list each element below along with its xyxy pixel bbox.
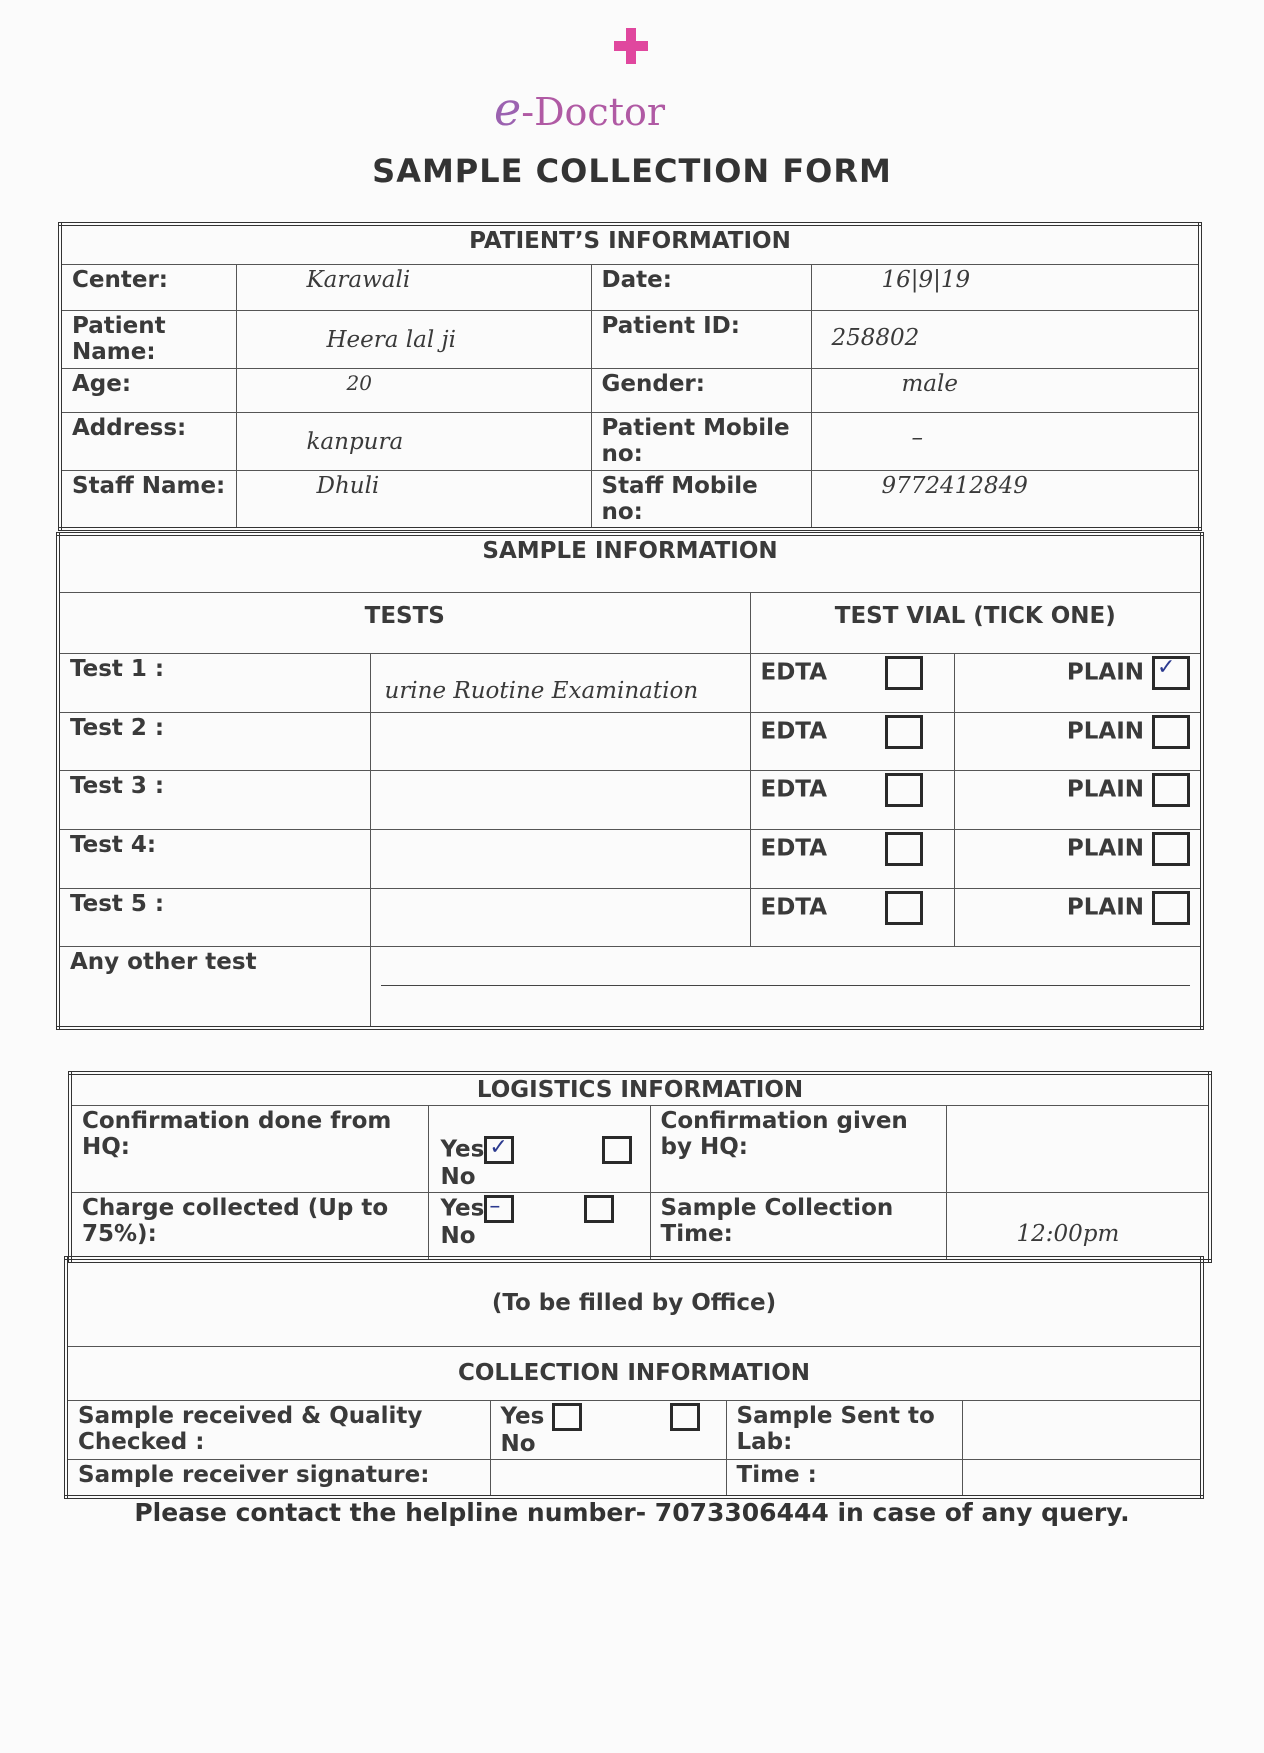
edta-label: EDTA [760,894,828,921]
test-2-edta-checkbox[interactable] [885,715,923,749]
charge-options [428,1193,650,1261]
confirm-no-checkbox[interactable] [602,1136,632,1164]
test-2-edta [750,712,954,771]
confirm-given-label: Confirmation given by HQ: [650,1106,946,1193]
patient-id-label: Patient ID: [591,310,811,368]
test-3-plain [954,771,1202,830]
patient-info-table [58,222,1202,531]
received-options [490,1400,726,1459]
signature-field[interactable] [490,1459,726,1497]
plain-label: PLAIN [1066,776,1145,803]
plain-label: PLAIN [1066,835,1145,862]
sample-info-header: SAMPLE INFORMATION [58,534,1202,593]
test-2-plain-checkbox[interactable] [1152,715,1190,749]
sent-to-lab-field[interactable] [962,1400,1202,1459]
vial-header: TEST VIAL (TICK ONE) [750,593,1202,654]
plain-label: PLAIN [1066,894,1145,921]
tick-mark-icon: ✓ [489,1135,508,1160]
test-5-plain-checkbox[interactable] [1152,891,1190,925]
collection-time-field[interactable]: 12:00pm [946,1193,1210,1261]
charge-yes-checkbox[interactable] [484,1195,514,1223]
test-3-label: Test 3 : [58,771,370,830]
test-3-plain-checkbox[interactable] [1152,773,1190,807]
test-3-edta [750,771,954,830]
test-3-field[interactable] [370,771,750,830]
confirm-hq-label: Confirmation done from HQ: [70,1106,428,1193]
edta-label: EDTA [760,835,828,862]
tick-mark-icon: ✓ [1157,654,1176,680]
test-5-plain [954,888,1202,947]
logistics-info-table [68,1071,1212,1263]
patient-id-field[interactable]: 258802 [811,310,1200,368]
test-5-edta [750,888,954,947]
received-label: Sample received & Quality Checked : [66,1400,490,1459]
other-test-line [381,985,1191,986]
test-5-field[interactable] [370,888,750,947]
test-1-plain-checkbox[interactable] [1152,656,1190,690]
office-time-label: Time : [726,1459,962,1497]
helpline-footer: Please contact the helpline number- 7073306444 in case of any query. [134,1498,1130,1527]
other-test-label: Any other test [58,947,370,1028]
charge-no-checkbox[interactable] [584,1195,614,1223]
staff-mobile-field[interactable]: 9772412849 [811,470,1200,529]
charge-label: Charge collected (Up to 75%): [70,1193,428,1261]
received-no-label: No [500,1430,536,1457]
test-4-plain-checkbox[interactable] [1152,832,1190,866]
test-1-plain [954,653,1202,712]
confirm-yes-checkbox[interactable] [484,1136,514,1164]
address-label: Address: [60,412,236,470]
collection-info-header: COLLECTION INFORMATION [66,1346,1202,1400]
patient-name-field[interactable]: Heera lal ji [236,310,591,368]
test-4-edta-checkbox[interactable] [885,832,923,866]
received-yes-checkbox[interactable] [552,1403,582,1431]
test-1-edta [750,653,954,712]
staff-name-field[interactable]: Dhuli [236,470,591,529]
confirm-no-label: No [440,1164,476,1190]
tick-mark-icon: – [489,1194,501,1219]
confirm-hq-options [428,1106,650,1193]
office-note: (To be filled by Office) [66,1258,1202,1346]
address-field[interactable]: kanpura [236,412,591,470]
date-label: Date: [591,264,811,310]
tests-header: TESTS [58,593,750,654]
age-label: Age: [60,368,236,412]
gender-field[interactable]: male [811,368,1200,412]
edta-label: EDTA [760,776,828,803]
test-1-field[interactable]: urine Ruotine Examination [370,653,750,712]
date-field[interactable]: 16|9|19 [811,264,1200,310]
plain-label: PLAIN [1066,659,1145,686]
signature-label: Sample receiver signature: [66,1459,490,1497]
patient-info-header: PATIENT’S INFORMATION [60,224,1200,264]
staff-name-label: Staff Name: [60,470,236,529]
edta-label: EDTA [760,659,828,686]
patient-mobile-field[interactable]: – [811,412,1200,470]
edta-label: EDTA [760,718,828,745]
test-1-label: Test 1 : [58,653,370,712]
charge-no-label: No [440,1223,476,1249]
test-4-plain [954,830,1202,889]
page-title: SAMPLE COLLECTION FORM [372,152,892,190]
charge-yes-label: Yes [440,1195,485,1222]
collection-time-label: Sample Collection Time: [650,1193,946,1261]
logistics-info-header: LOGISTICS INFORMATION [70,1073,1210,1106]
test-2-label: Test 2 : [58,712,370,771]
test-2-field[interactable] [370,712,750,771]
office-time-field[interactable] [962,1459,1202,1497]
sent-to-lab-label: Sample Sent to Lab: [726,1400,962,1459]
medical-cross-icon [614,28,648,64]
sample-info-table [56,532,1204,1030]
center-label: Center: [60,264,236,310]
age-field[interactable]: 20 [236,368,591,412]
gender-label: Gender: [591,368,811,412]
test-4-label: Test 4: [58,830,370,889]
collection-info-table [64,1256,1204,1499]
test-3-edta-checkbox[interactable] [885,773,923,807]
patient-mobile-label: Patient Mobile no: [591,412,811,470]
center-field[interactable]: Karawali [236,264,591,310]
staff-mobile-label: Staff Mobile no: [591,470,811,529]
test-2-plain [954,712,1202,771]
logo: e-Doctor [494,82,666,136]
plain-label: PLAIN [1066,718,1145,745]
confirm-given-field[interactable] [946,1106,1210,1193]
confirm-yes-label: Yes [440,1136,485,1163]
other-test-field[interactable] [370,947,1202,1028]
test-4-field[interactable] [370,830,750,889]
patient-name-label: Patient Name: [60,310,236,368]
test-4-edta [750,830,954,889]
received-yes-label: Yes [500,1403,545,1429]
test-5-label: Test 5 : [58,888,370,947]
test-5-edta-checkbox[interactable] [885,891,923,925]
test-1-edta-checkbox[interactable] [885,656,923,690]
received-no-checkbox[interactable] [670,1403,700,1431]
